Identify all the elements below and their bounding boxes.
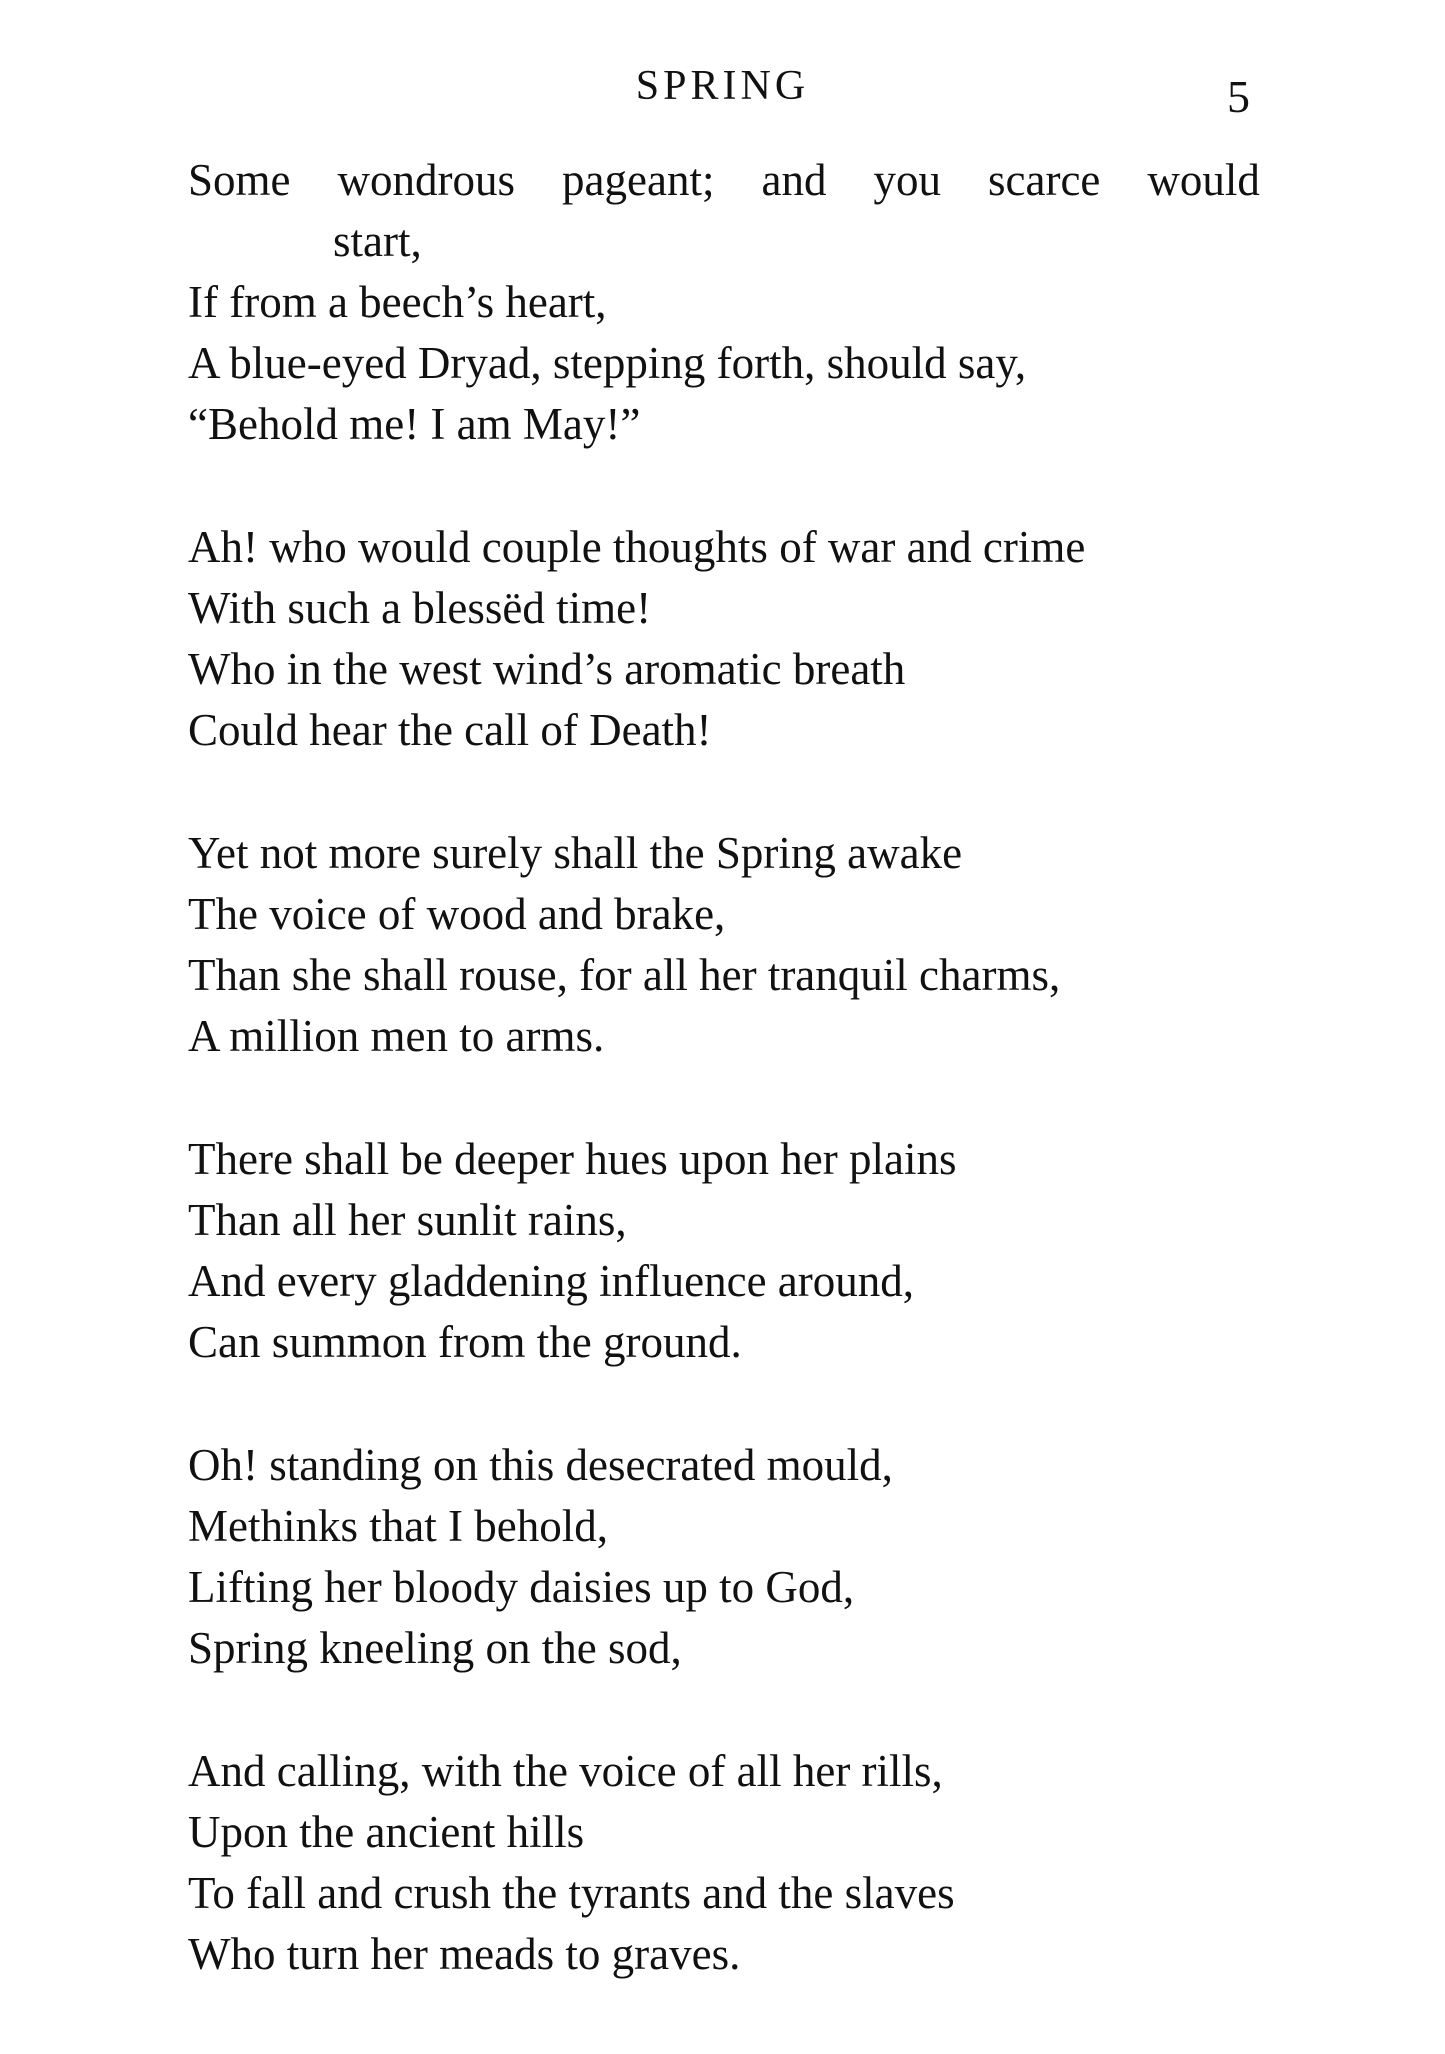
stanza-6 — [188, 1741, 1268, 1985]
poem-line: Can summon from the ground. — [188, 1317, 742, 1367]
page-number: 5 — [1227, 71, 1250, 122]
poem-line: Oh! standing on this desecrated mould, — [188, 1440, 893, 1490]
poem-line-1 — [188, 150, 1260, 211]
poem-line: Than she shall rouse, for all her tranquil charms, — [188, 950, 1061, 1000]
stanza-5 — [188, 1435, 1268, 1679]
poem-line: Than all her sunlit rains, — [188, 1195, 627, 1245]
poem-line: Lifting her bloody daisies up to God, — [188, 1562, 855, 1612]
poem-line: A blue-eyed Dryad, stepping forth, should say, — [188, 338, 1027, 388]
poem-line: With such a blessëd time! — [188, 583, 652, 633]
poem-line: A million men to arms. — [188, 1011, 605, 1061]
poem-line: Who in the west wind’s aromatic breath — [188, 644, 906, 694]
stanza-break — [188, 761, 1268, 823]
stanza-break — [188, 1067, 1268, 1129]
word: would — [1147, 155, 1260, 205]
poem-body — [188, 150, 1268, 1985]
poem-line: Yet not more surely shall the Spring awake — [188, 828, 963, 878]
stanza-break — [188, 1679, 1268, 1741]
poem-line: There shall be deeper hues upon her plains — [188, 1134, 957, 1184]
poem-line: Spring kneeling on the sod, — [188, 1623, 682, 1673]
poem-line: If from a beech’s heart, — [188, 277, 607, 327]
word: pageant; — [562, 155, 715, 205]
running-head — [0, 62, 1445, 122]
poem-line: “Behold me! I am May!” — [188, 399, 641, 449]
running-title: SPRING — [635, 63, 810, 109]
stanza-2 — [188, 517, 1268, 761]
poem-line: To fall and crush the tyrants and the slaves — [188, 1868, 955, 1918]
poem-line: The voice of wood and brake, — [188, 889, 726, 939]
word: scarce — [988, 155, 1101, 205]
poem-line: Methinks that I behold, — [188, 1501, 608, 1551]
stanza-4 — [188, 1129, 1268, 1373]
word: Some — [188, 155, 291, 205]
poem-line: And every gladdening influence around, — [188, 1256, 914, 1306]
poem-line-continuation: start, — [333, 216, 422, 266]
poem-line: Could hear the call of Death! — [188, 705, 712, 755]
stanza-1 — [188, 150, 1268, 455]
word: wondrous — [337, 155, 516, 205]
stanza-3 — [188, 823, 1268, 1067]
stanza-break — [188, 1373, 1268, 1435]
poem-line: Who turn her meads to graves. — [188, 1929, 741, 1979]
poem-line: Upon the ancient hills — [188, 1807, 585, 1857]
poem-line: Ah! who would couple thoughts of war and crime — [188, 522, 1086, 572]
poem-line: And calling, with the voice of all her rills, — [188, 1746, 943, 1796]
word: you — [873, 155, 941, 205]
stanza-break — [188, 455, 1268, 517]
word: and — [761, 155, 827, 205]
